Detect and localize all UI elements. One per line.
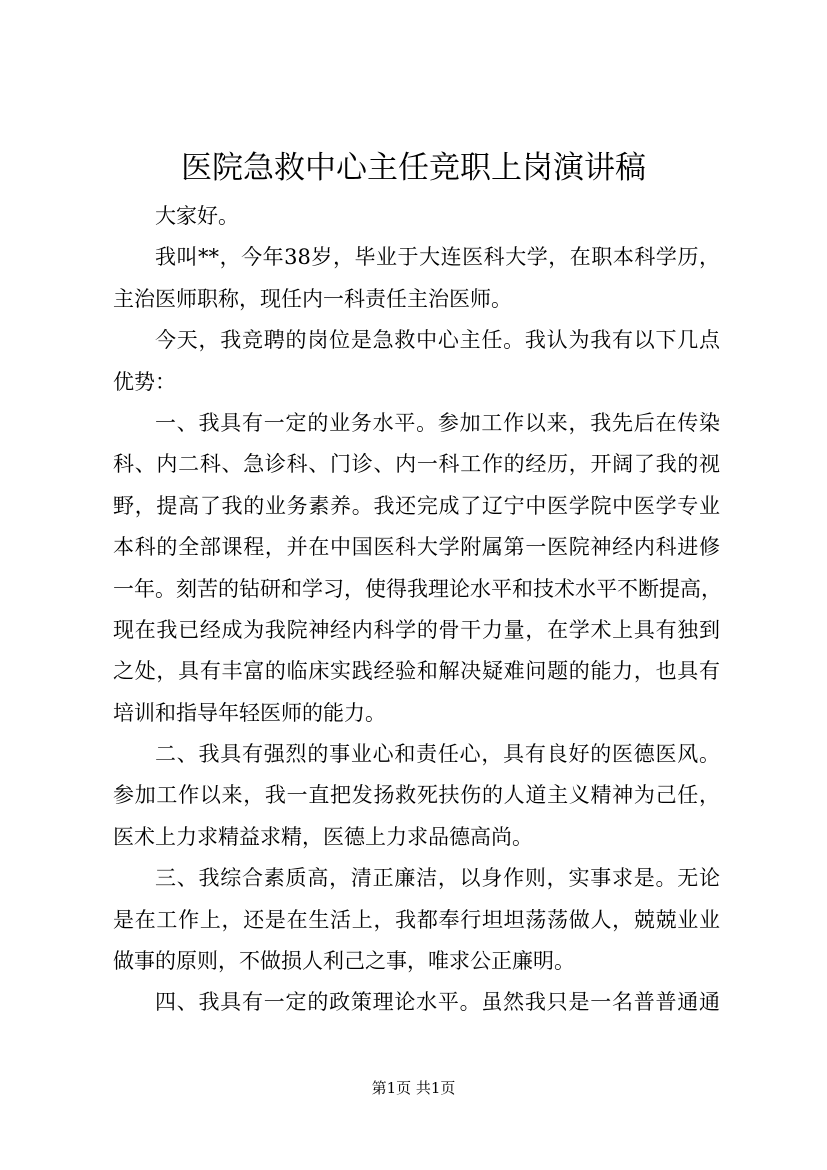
paragraph-intro-line: 主治医师职称，现任内一科责任主治医师。 (113, 286, 512, 311)
paragraph-position-line: 优势： (113, 369, 176, 394)
paragraph-point-three-line: 做事的原则，不做损人利己之事，唯求公正廉明。 (113, 949, 575, 974)
paragraph-position-line: 今天，我竞聘的岗位是急救中心主任。我认为我有以下几点 (155, 328, 720, 353)
paragraph-intro-line: 我叫**，今年38岁，毕业于大连医科大学，在职本科学历， (155, 245, 720, 270)
paragraph-point-one-line: 培训和指导年轻医师的能力。 (113, 700, 386, 725)
paragraph-point-two-line: 医术上力求精益求精，医德上力求品德高尚。 (113, 824, 533, 849)
paragraph-point-four-line: 四、我具有一定的政策理论水平。虽然我只是一名普普通通 (155, 990, 720, 1015)
paragraph-point-one-line: 一、我具有一定的业务水平。参加工作以来，我先后在传染 (155, 410, 720, 435)
page-footer: 第1页 共1页 (371, 1079, 456, 1097)
paragraph-point-one-line: 一年。刻苦的钻研和学习，使得我理论水平和技术水平不断提高， (113, 576, 722, 601)
document-title: 医院急救中心主任竞职上岗演讲稿 (181, 150, 646, 186)
paragraph-point-one-line: 本科的全部课程，并在中国医科大学附属第一医院神经内科进修 (113, 535, 720, 560)
paragraph-point-one-line: 现在我已经成为我院神经内科学的骨干力量，在学术上具有独到 (113, 617, 720, 642)
paragraph-point-two-line: 二、我具有强烈的事业心和责任心，具有良好的医德医风。 (155, 742, 720, 767)
paragraph-point-one-line: 之处，具有丰富的临床实践经验和解决疑难问题的能力，也具有 (113, 659, 720, 684)
paragraph-point-two-line: 参加工作以来，我一直把发扬救死扶伤的人道主义精神为己任， (113, 783, 720, 808)
paragraph-point-one-line: 科、内二科、急诊科、门诊、内一科工作的经历，开阔了我的视 (113, 452, 720, 477)
paragraph-greeting-line: 大家好。 (155, 204, 239, 228)
document-body (113, 196, 720, 1024)
paragraph-point-three-line: 是在工作上，还是在生活上，我都奉行坦坦荡荡做人，兢兢业业 (113, 907, 720, 932)
paragraph-point-three-line: 三、我综合素质高，清正廉洁，以身作则，实事求是。无论 (155, 866, 720, 891)
paragraph-point-one-line: 野，提高了我的业务素养。我还完成了辽宁中医学院中医学专业 (113, 493, 720, 518)
